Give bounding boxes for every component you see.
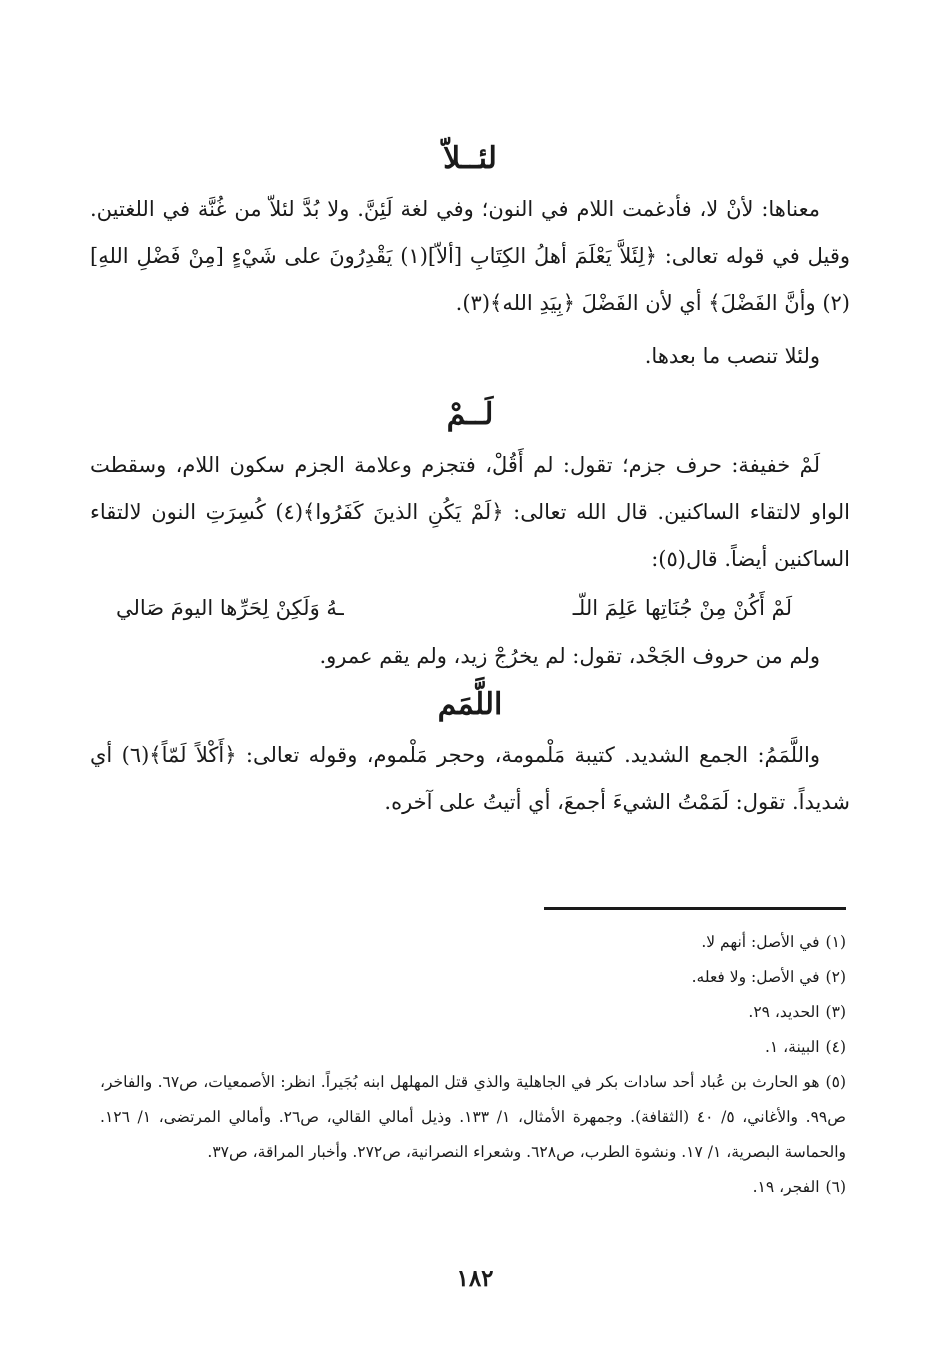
entry-paragraph: لَمْ خفيفة: حرف جزم؛ تقول: لم أَقُلْ، فتجزم وعلامة الجزم سكون اللام، وسقطت الواو لالتقاء الساكنين. قال الله تعالى: ﴿لَمْ يَكُنِ الذينَ كَفَرُوا﴾(٤) كُسِرَتِ النون لالتقاء الساكنين أيضاً. قال(٥):	[90, 453, 850, 571]
verse-first-hemistich: لَمْ أَكُنْ مِنْ جُنَاتِها عَلِمَ اللّـ	[572, 596, 792, 620]
footnote-text: في الأصل: أنهم لا.	[701, 933, 820, 951]
footnote-number: (٢)	[825, 968, 846, 986]
footnote-6	[100, 1170, 846, 1205]
footnote-text: الفجر، ١٩.	[752, 1178, 820, 1196]
page-number: ١٨٢	[456, 1265, 494, 1292]
footnote-5	[100, 1065, 846, 1170]
footnote-number: (١)	[825, 933, 846, 951]
footnote-text: هو الحارث بن عُباد أحد سادات بكر في الجاهلية والذي قتل المهلهل ابنه بُجَيراً. انظر: الأصمعيات، ص٦٧. والفاخر، ص٩٩. والأغاني، ٥/ ٤٠ (الثقافة). وجمهرة الأمثال، ١/ ١٣٣. وذيل أمالي القالي، ص٢٦. وأمالي المرتضى، ١/ ١٢٦. والحماسة البصرية، ١/ ١٧. ونشوة الطرب، ص٦٢٨. وشعراء النصرانية، ص٢٧٢. وأخبار المراقة، ص٣٧.	[100, 1073, 846, 1161]
footnote-4	[100, 1030, 846, 1065]
footnotes	[100, 925, 846, 1205]
entry-paragraph: واللَّمَمُ: الجمع الشديد. كتيبة مَلْمومة، وحجر مَلْموم، وقوله تعالى: ﴿أَكْلاً لَمّاً﴾(٦) أي شديداً. تقول: لَمَمْتُ الشيءَ أجمعَ، أي أتيتُ على آخره.	[90, 743, 850, 814]
footnote-text: في الأصل: ولا فعله.	[691, 968, 820, 986]
verse-second-hemistich: ـهُ وَلَكِنْ لِحَرِّها اليومَ صَالي	[116, 596, 344, 620]
entry-paragraph: ولئلا تنصب ما بعدها.	[644, 344, 820, 368]
footnote-number: (٤)	[825, 1038, 846, 1056]
footnote-separator	[544, 907, 846, 910]
entry-title-lialla: لئــلاّ	[443, 141, 497, 176]
footnote-number: (٦)	[825, 1178, 846, 1196]
footnote-text: البينة، ١.	[764, 1038, 820, 1056]
footnote-2	[100, 960, 846, 995]
footnote-1	[100, 925, 846, 960]
entry-title-allamam: اللَّمَم	[437, 687, 503, 722]
footnote-number: (٣)	[825, 1003, 846, 1021]
footnote-3	[100, 995, 846, 1030]
footnote-text: الحديد، ٢٩.	[748, 1003, 820, 1021]
entry-paragraph: معناها: لأنْ لا، فأدغمت اللام في النون؛ وفي لغة لَئِنَّ. ولا بُدَّ لئلاّ من غُنَّة في اللغتين. وقيل في قوله تعالى: ﴿لِئَلاَّ يَعْلَمَ أهلُ الكِتَابِ [ألاّ](١) يَقْدِرُونَ على شَيْءٍ [مِنْ فَضْلِ اللهِ](٢) وأنَّ الفَضْلَ﴾ أي لأن الفَضْلَ ﴿بِيَدِ الله﴾(٣).	[90, 197, 850, 315]
entry-title-lam: لَــمْ	[446, 397, 494, 432]
page-body	[90, 138, 850, 826]
entry-paragraph: ولم من حروف الجَحْد، تقول: لم يخرُجْ زيد، ولم يقم عمرو.	[319, 644, 820, 668]
poetry-verse	[90, 583, 850, 633]
footnote-number: (٥)	[825, 1073, 846, 1091]
